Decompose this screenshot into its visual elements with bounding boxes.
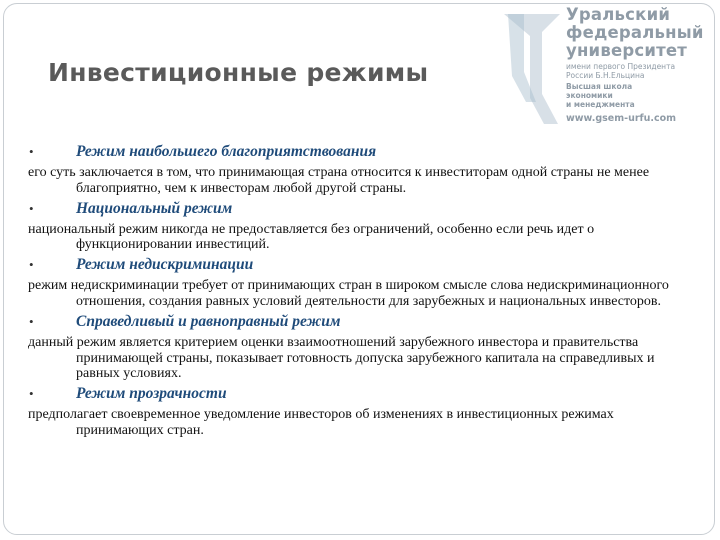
- item-heading: [28, 313, 678, 335]
- item-title: Режим наибольшего благоприятствования: [76, 143, 377, 160]
- list-item: [28, 256, 678, 310]
- item-description: режим недискриминации требует от принимающих стран в широком смысле слова недискриминационного отношения, создания равных условий деятельности для зарубежных и национальных инвесторов.: [28, 278, 669, 309]
- list-item: [28, 200, 678, 254]
- item-heading: [28, 256, 678, 278]
- university-logo-text: [566, 6, 714, 124]
- item-heading: [28, 143, 678, 165]
- logo-sub-line-2: России Б.Н.Ельцина: [566, 71, 645, 80]
- item-heading: [28, 385, 678, 407]
- page-title: Инвестиционные режимы: [48, 58, 429, 87]
- item-description: данный режим является критерием оценки взаимоотношений зарубежного инвестора и правительства принимающей страны, показывает готовность допуска зарубежного капитала на справедливых и равных условиях.: [28, 334, 655, 382]
- list-item: [28, 313, 678, 382]
- item-description: его суть заключается в том, что принимающая страна относится к инвеститорам одной страны не менее благоприятно, чем к инвесторам любой другой страны.: [28, 165, 650, 196]
- bullet-icon: •: [29, 144, 34, 159]
- logo-name-line: Уральский: [566, 5, 671, 24]
- item-title: Режим недискриминации: [76, 256, 254, 274]
- item-heading: [28, 200, 678, 222]
- item-description: предполагает своевременное уведомление инвесторов об изменениях в инвестиционных режимах принимающих стран.: [28, 407, 614, 438]
- bullet-icon: •: [29, 386, 34, 402]
- item-description: национальный режим никогда не предоставляется без ограничений, особенно если речь идет о функционировании инвестиций.: [28, 221, 595, 253]
- content-list: [28, 143, 678, 442]
- logo-school: [566, 82, 714, 109]
- university-logo-icon: [502, 6, 562, 134]
- item-title: Режим прозрачности: [76, 385, 227, 403]
- logo-school-line-1: Высшая школа: [566, 82, 633, 91]
- logo-sub-line-1: имени первого Президента: [566, 62, 676, 71]
- logo-url: www.gsem-urfu.com: [566, 113, 677, 124]
- logo-name-line: университет: [566, 41, 688, 60]
- bullet-icon: •: [29, 313, 34, 329]
- list-item: [28, 385, 678, 439]
- list-item: [28, 143, 678, 197]
- item-title: Справедливый и равноправный режим: [76, 312, 341, 330]
- logo-sub-line: [566, 62, 714, 80]
- bullet-icon: •: [29, 257, 34, 273]
- logo-name-line: федеральный: [566, 23, 704, 42]
- bullet-icon: •: [29, 200, 34, 216]
- item-title: Национальный режим: [76, 199, 233, 217]
- logo-school-line-3: и менеджмента: [566, 100, 635, 109]
- logo-school-line-2: экономики: [566, 91, 613, 100]
